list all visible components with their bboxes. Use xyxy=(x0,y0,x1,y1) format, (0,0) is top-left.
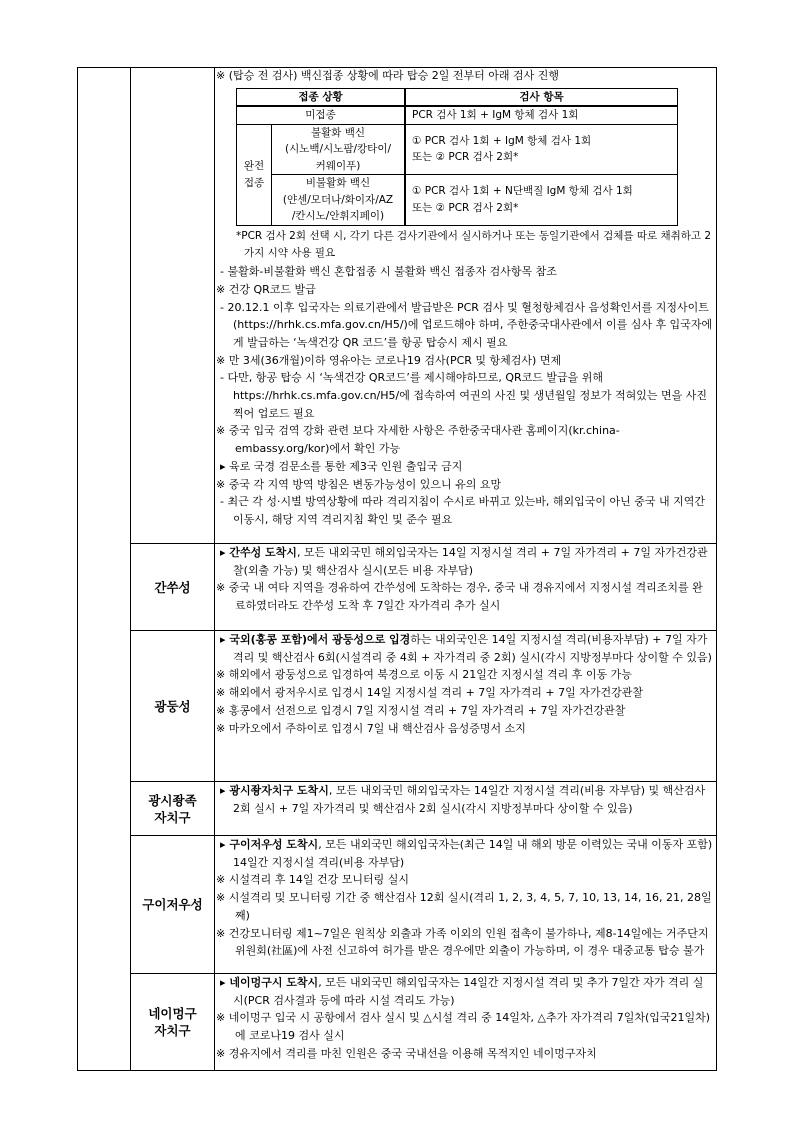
gansu-note: ※ 중국 내 여타 지역을 경유하여 간쑤성에 도착하는 경우, 중국 내 경유지에서 지정시설 격리조치를 완료하였더라도 간쑤성 도착 후 7일간 자가격리 추가 실시 xyxy=(216,581,703,613)
gansu-rules xyxy=(216,544,713,615)
guizhou-note-3: ※ 건강모니터링 제1~7일은 원칙상 외출과 가족 이외의 인원 접촉이 불가하나, 제8-14일에는 거주단지위원회(社區)에 사전 신고하여 허가를 받은 경우에만 외출이 가능하며, 이 경우 대중교통 탑승 불가 xyxy=(216,926,709,958)
guangxi-lead-text: , 모든 내외국민 해외입국자는 14일간 지정시설 격리(비용 자부담) 및 핵산검사 2회 실시 + 7일 자가격리 및 핵산검사 2회 실시(각시 지방정부마다 상이할 수 있음) xyxy=(233,784,706,815)
unvaccinated-label: 미접종 xyxy=(237,106,406,124)
embassy-info: ※ 중국 입국 검역 강화 관련 보다 자세한 사항은 주한중국대사관 홈페이지(kr.china-embassy.org/kor)에서 확인 가능 xyxy=(216,424,620,456)
guangdong-note-3: ※ 홍콩에서 선전으로 입경시 7일 지정시설 격리 + 7일 자가격리 + 7일 자가건강관찰 xyxy=(216,703,626,717)
region-guangxi: 광시좡족 자치구 xyxy=(148,792,197,825)
regional-policy-details: - 최근 각 성·시별 방역상황에 따라 격리지침이 수시로 바뀌고 있는바, 해외입국이 아닌 중국 내 지역간 이동시, 해당 지역 격리지침 확인 및 준수 필요 xyxy=(220,495,705,526)
guizhou-note-2: ※ 시설격리 및 모니터링 기간 중 핵산검사 12회 실시(격리 1, 2, 3, 4, 5, 7, 10, 13, 14, 16, 21, 28일째) xyxy=(216,891,712,922)
pre-boarding-test-note: ※ (탑승 전 검사) 백신접종 상황에 따라 탑승 2일 전부터 아래 검사 진행 xyxy=(216,69,560,82)
inner-mongolia-lead-text: , 모든 내외국민 해외입국자는 14일간 지정시설 격리 및 추가 7일간 자가 격리 실시(PCR 검사결과 등에 따라 시설 격리도 가능) xyxy=(233,976,704,1007)
land-border-ban: ▸ 육로 국경 검문소를 통한 제3국 인원 출입국 금지 xyxy=(220,459,463,473)
guangdong-note-2: ※ 해외에서 광저우시로 입경시 14일 지정시설 격리 + 7일 자가격리 + 7일 자가건강관찰 xyxy=(216,686,644,700)
region-gansu: 간쑤성 xyxy=(154,579,191,595)
qr-code-details: - 20.12.1 이후 입국자는 의료기관에서 발급받은 PCR 검사 및 혈청항체검사 음성확인서를 지정사이트(https://hrhk.cs.mfa.gov.cn/H5/)에 업로드해야 하며, 주한중국대사관에서 이를 심사 후 입국자에게 발급하는 ‘녹색건강 QR 코드’를 항공 탑승시 제시 필요 xyxy=(220,300,713,349)
region-guizhou: 구이저우성 xyxy=(142,897,203,912)
gansu-lead-text: , 모든 내외국민 해외입국자는 14일 지정시설 격리 + 7일 자가격리 + 7일 자가건강관찰(외출 가능) 및 핵산검사 실시(모든 비용 자부담) xyxy=(233,546,708,577)
inactivated-vaccine-test: ① PCR 검사 1회 + IgM 항체 검사 1회 또는 ② PCR 검사 2회* xyxy=(405,124,678,175)
header-test-items: 검사 항목 xyxy=(405,88,678,106)
pcr-footnote: *PCR 검사 2회 선택 시, 각기 다른 검사기관에서 실시하거나 또는 동일기관에서 검체를 따로 채취하고 2가지 시약 사용 필요 xyxy=(236,229,712,260)
inner-mongolia-rules xyxy=(216,974,713,1063)
table-border-bottom xyxy=(77,1070,717,1071)
inner-mongolia-lead: ▸ 네이멍구시 도착시 xyxy=(220,976,319,989)
mixed-vaccine-note: - 불활화-비불활화 백신 혼합접종 시 불활화 백신 접종자 검사항목 참조 xyxy=(220,265,557,279)
infant-qr-details: - 다만, 항공 탑승 시 ‘녹색건강 QR코드’를 제시해야하므로, QR코드 발급을 위해 https://hrhk.cs.mfa.gov.cn/H5/에 접속하여 여권의 사진 및 생년월일 정보가 적혀있는 면을 사진 찍어 업로드 필요 xyxy=(220,371,707,420)
header-vaccination-status: 접종 상황 xyxy=(237,88,406,106)
fully-vaccinated-label: 완전 접종 xyxy=(237,124,272,225)
china-entry-rules xyxy=(216,67,713,529)
guangdong-lead-text: 하는 내외국인은 14일 지정시설 격리(비용자부담) + 7일 자가격리 및 핵산검사 6회(시설격리 중 4회 + 자가격리 중 2회) 실시(각시 지방정부마다 상이할 수 있음) xyxy=(233,633,712,664)
region-guangdong: 광둥성 xyxy=(154,698,191,714)
vaccination-test-table xyxy=(236,88,678,226)
regional-policy-note: ※ 중국 각 지역 방역 방침은 변동가능성이 있으니 유의 요망 xyxy=(216,477,502,491)
qr-code-title: ※ 건강 QR코드 발급 xyxy=(216,282,316,296)
inner-mongolia-note-2: ※ 경유지에서 격리를 마친 인원은 중국 국내선을 이용해 목적지인 네이멍구자치 xyxy=(216,1046,597,1060)
inactivated-vaccine-label: 불활화 백신 (시노백/시노팜/캉타이/ 커웨이푸) xyxy=(272,124,406,175)
document-table xyxy=(77,67,717,1071)
guangdong-note-1: ※ 해외에서 광둥성으로 입경하여 북경으로 이동 시 21일간 지정시설 격리 후 이동 가능 xyxy=(216,668,632,682)
unvaccinated-test: PCR 검사 1회 + IgM 항체 검사 1회 xyxy=(405,106,678,124)
region-inner-mongolia: 네이멍구 자치구 xyxy=(148,1006,197,1038)
non-inactivated-vaccine-label: 비불활화 백신 (얀센/모더나/화이자/AZ /칸시노/안휘지페이) xyxy=(272,175,406,226)
guizhou-rules xyxy=(216,836,713,960)
guangdong-lead: ▸ 국외(홍콩 포함)에서 광둥성으로 입경 xyxy=(220,633,411,646)
gansu-lead: ▸ 간쑤성 도착시 xyxy=(220,546,297,559)
infant-exemption: ※ 만 3세(36개월)이하 영유아는 코로나19 검사(PCR 및 항체검사) 면제 xyxy=(216,353,562,367)
guangdong-note-4: ※ 마카오에서 주하이로 입경시 7일 내 핵산검사 음성증명서 소지 xyxy=(216,721,526,735)
table-border-right xyxy=(716,67,717,1071)
non-inactivated-vaccine-test: ① PCR 검사 1회 + N단백질 IgM 항체 검사 1회 또는 ② PCR 검사 2회* xyxy=(405,175,678,226)
guangxi-rules xyxy=(216,782,713,817)
inner-mongolia-note-1: ※ 네이멍구 입국 시 공항에서 검사 실시 및 △시설 격리 중 14일차, △추가 자가격리 7일차(입국21일차)에 코로나19 검사 실시 xyxy=(216,1011,711,1043)
table-border-left xyxy=(77,67,78,1071)
guangdong-rules xyxy=(216,631,713,737)
guizhou-lead: ▸ 구이저우성 도착시 xyxy=(220,838,319,851)
guangxi-lead: ▸ 광시좡자치구 도착시 xyxy=(220,784,329,797)
guizhou-note-1: ※ 시설격리 후 14일 건강 모니터링 실시 xyxy=(216,873,409,887)
guizhou-lead-text: , 모든 내외국민 해외입국자는(최근 14일 내 해외 방문 이력있는 국내 이동자 포함) 14일간 지정시설 격리(비용 자부담) xyxy=(233,838,713,869)
